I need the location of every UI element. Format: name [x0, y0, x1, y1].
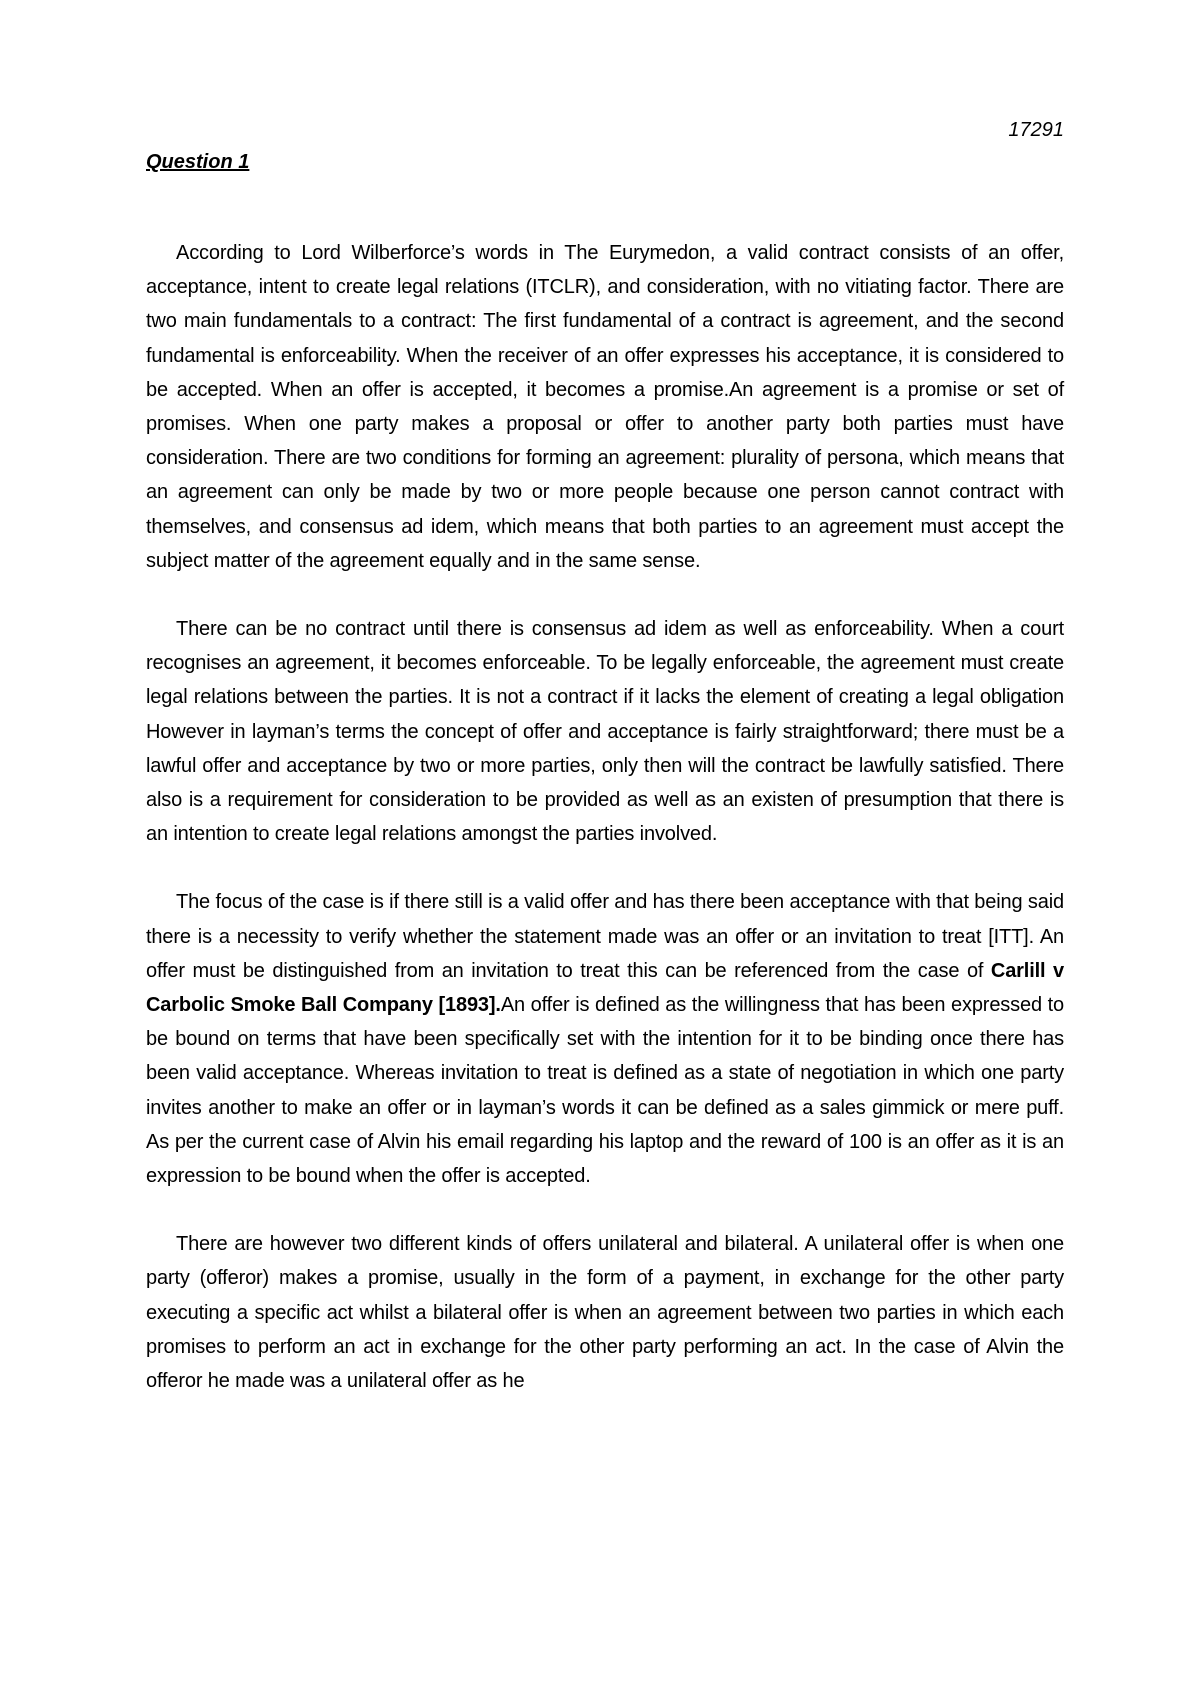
- paragraph-3: [146, 885, 1064, 1193]
- question-heading: Question 1: [146, 151, 250, 173]
- paragraph-4: There are however two different kinds of offers unilateral and bilateral. A unilateral offer is when one party (offeror) makes a promise, usually in the form of a payment, in exchange for the other party executing a specific act whilst a bilateral offer is when an agreement between two parties in which each promises to perform an act in exchange for the other party performing an act. In the case of Alvin the offeror he made was a unilateral offer as he: [146, 1233, 1064, 1393]
- document-id: 17291: [1008, 119, 1064, 141]
- paragraph-1: According to Lord Wilberforce’s words in The Eurymedon, a valid contract consists of an offer, acceptance, intent to create legal relations (ITCLR), and consideration, with no vitiating factor. There are two main fundamentals to a contract: The first fundamental of a contract is agreement, and the second fundamental is enforceability. When the receiver of an offer expresses his acceptance, it is considered to be accepted. When an offer is accepted, it becomes a promise.An agreement is a promise or set of promises. When one party makes a proposal or offer to another party both parties must have consideration. There are two conditions for forming an agreement: plurality of persona, which means that an agreement can only be made by two or more people because one person cannot contract with themselves, and consensus ad idem, which means that both parties to an agreement must accept the subject matter of the agreement equally and in the same sense.: [146, 242, 1064, 572]
- paragraph-2: There can be no contract until there is consensus ad idem as well as enforceability. When a court recognises an agreement, it becomes enforceable. To be legally enforceable, the agreement must create legal relations between the parties. It is not a contract if it lacks the element of creating a legal obligation However in layman’s terms the concept of offer and acceptance is fairly straightforward; there must be a lawful offer and acceptance by two or more parties, only then will the contract be lawfully satisfied. There also is a requirement for consideration to be provided as well as an existen of presumption that there is an intention to create legal relations amongst the parties involved.: [146, 618, 1064, 846]
- case-citation: Carlill v Carbolic Smoke Ball Company [1893].: [146, 959, 1064, 1017]
- document-body: [146, 236, 1064, 1432]
- paragraph-3-intro: The focus of the case is if there still is a valid offer and has there been acceptance with that being said there is a necessity to verify whether the statement made was an offer or an invitation to treat [ITT]. An offer must be distinguished from an invitation to treat this can be referenced from the case of: [146, 891, 1064, 982]
- paragraph-3-rest: An offer is defined as the willingness that has been expressed to be bound on terms that have been specifically set with the intention for it to be binding once there has been valid acceptance. Whereas invitation to treat is defined as a state of negotiation in which one party invites another to make an offer or in layman’s words it can be defined as a sales gimmick or mere puff. As per the current case of Alvin his email regarding his laptop and the reward of 100 is an offer as it is an expression to be bound when the offer is accepted.: [146, 994, 1064, 1188]
